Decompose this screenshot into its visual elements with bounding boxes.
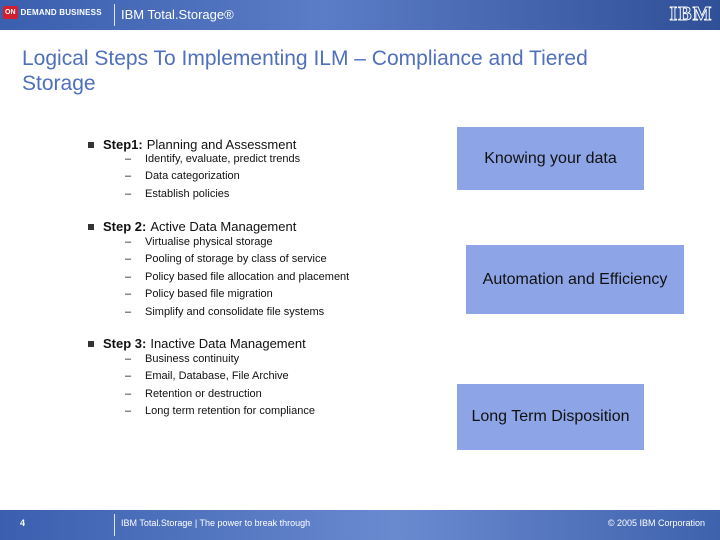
dash-marker: – <box>125 187 132 200</box>
logo-text: DEMAND BUSINESS <box>20 8 102 17</box>
list-item-text: Business continuity <box>145 353 240 365</box>
list-item <box>125 351 315 368</box>
list-item-text: Policy based file allocation and placement <box>145 270 350 283</box>
step-3-heading <box>88 336 306 351</box>
dash-marker: – <box>125 153 132 165</box>
copyright: © 2005 IBM Corporation <box>607 518 705 528</box>
dash-marker: – <box>125 170 132 183</box>
list-item <box>125 234 349 251</box>
dash-marker: – <box>125 305 132 318</box>
ibm-logo-icon <box>666 3 716 25</box>
dash-marker: – <box>125 405 132 418</box>
ibm-logo-text: IBM <box>669 3 713 25</box>
list-item <box>125 151 300 168</box>
step-2-name: Active Data Management <box>150 219 297 234</box>
list-item <box>125 251 349 268</box>
step-2-list <box>125 234 349 321</box>
dash-marker: – <box>125 387 132 400</box>
footer-tagline: IBM Total.Storage | The power to break through <box>121 518 311 528</box>
list-item-text: Identify, evaluate, predict trends <box>145 153 301 165</box>
step-1-heading <box>88 137 296 152</box>
list-item-text: Establish policies <box>145 187 230 200</box>
step-3-name: Inactive Data Management <box>150 336 306 351</box>
dash-marker: – <box>125 270 132 283</box>
dash-marker: – <box>125 370 132 383</box>
dash-marker: – <box>125 353 132 365</box>
list-item <box>125 386 315 403</box>
long-term-disposition-box: Long Term Disposition <box>457 384 644 450</box>
slide-title: Logical Steps To Implementing ILM – Compliance and Tiered Storage <box>22 47 588 95</box>
list-item <box>125 304 349 321</box>
square-bullet-icon <box>88 224 94 230</box>
product-title: IBM Total.Storage® <box>121 7 234 22</box>
square-bullet-icon <box>88 142 94 148</box>
list-item-text: Virtualise physical storage <box>145 236 273 248</box>
step-2-label: Step 2: <box>103 219 147 234</box>
list-item <box>125 368 315 385</box>
list-item <box>125 269 349 286</box>
list-item-text: Data categorization <box>145 170 240 183</box>
square-bullet-icon <box>88 341 94 347</box>
knowing-your-data-box: Knowing your data <box>457 127 644 190</box>
list-item-text: Policy based file migration <box>145 288 273 301</box>
step-3-label: Step 3: <box>103 336 147 351</box>
list-item-text: Pooling of storage by class of service <box>145 253 327 266</box>
list-item-text: Long term retention for compliance <box>145 405 315 418</box>
on-demand-business-logo <box>3 6 102 19</box>
header-bar <box>0 0 720 30</box>
logo-on-badge: ON <box>3 6 18 19</box>
footer-bar <box>0 510 720 540</box>
dash-marker: – <box>125 236 132 248</box>
list-item-text: Retention or destruction <box>145 387 262 400</box>
step-2-heading <box>88 219 296 234</box>
step-1-list <box>125 151 300 203</box>
dash-marker: – <box>125 253 132 266</box>
automation-efficiency-box: Automation and Efficiency <box>466 245 684 314</box>
list-item-text: Simplify and consolidate file systems <box>145 305 325 318</box>
list-item <box>125 168 300 185</box>
footer-divider <box>114 514 115 536</box>
list-item <box>125 186 300 203</box>
step-3-list <box>125 351 315 421</box>
step-1-label: Step1: <box>103 137 143 152</box>
list-item <box>125 286 349 303</box>
header-divider <box>114 4 115 26</box>
step-1-name: Planning and Assessment <box>146 137 297 152</box>
list-item <box>125 403 315 420</box>
page-number: 4 <box>20 518 26 528</box>
dash-marker: – <box>125 288 132 301</box>
list-item-text: Email, Database, File Archive <box>145 370 289 383</box>
